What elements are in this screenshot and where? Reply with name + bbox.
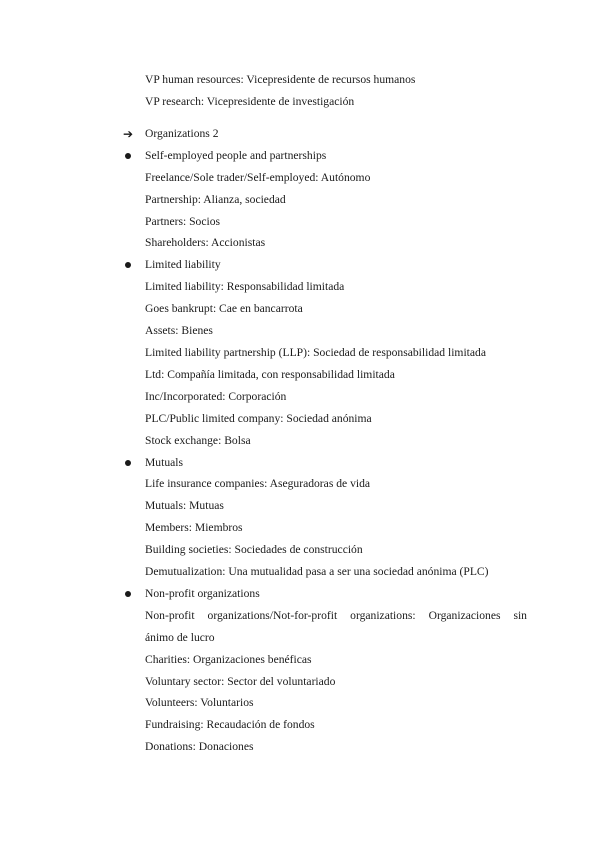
bullet-icon — [125, 460, 131, 466]
list-item: Fundraising: Recaudación de fondos — [145, 718, 315, 731]
list-heading: Mutuals — [145, 456, 184, 469]
bullet-icon — [125, 262, 131, 268]
list-heading: Limited liability — [145, 258, 221, 271]
word: organizations/Not-for-profit — [207, 609, 338, 622]
word: sin — [513, 609, 527, 622]
text-line: VP human resources: Vicepresidente de recursos humanos — [145, 73, 416, 86]
section-title: Organizations 2 — [145, 127, 219, 140]
list-item: Partners: Socios — [145, 215, 221, 228]
list-item-continuation: ánimo de lucro — [145, 631, 215, 644]
list-heading: Non-profit organizations — [145, 587, 260, 600]
bullet-icon — [125, 591, 131, 597]
justified-line — [145, 609, 527, 623]
list-item: Shareholders: Accionistas — [145, 236, 266, 249]
list-item: PLC/Public limited company: Sociedad anónima — [145, 412, 372, 425]
list-item: Voluntary sector: Sector del voluntariado — [145, 675, 336, 688]
list-item: Limited liability: Responsabilidad limitada — [145, 280, 345, 293]
list-item: Volunteers: Voluntarios — [145, 696, 254, 709]
list-item: Life insurance companies: Aseguradoras de vida — [145, 477, 371, 490]
list-item: Demutualization: Una mutualidad pasa a ser una sociedad anónima (PLC) — [145, 565, 489, 578]
list-item: Building societies: Sociedades de construcción — [145, 543, 363, 556]
list-item: Partnership: Alianza, sociedad — [145, 193, 286, 206]
list-item: Limited liability partnership (LLP): Sociedad de responsabilidad limitada — [145, 346, 486, 359]
list-item: Charities: Organizaciones benéficas — [145, 653, 312, 666]
bullet-icon — [125, 153, 131, 159]
list-item: Members: Miembros — [145, 521, 243, 534]
word: organizations: — [350, 609, 416, 622]
list-item: Stock exchange: Bolsa — [145, 434, 251, 447]
list-item: Freelance/Sole trader/Self-employed: Autónomo — [145, 171, 371, 184]
list-item: Inc/Incorporated: Corporación — [145, 390, 287, 403]
list-item: Ltd: Compañía limitada, con responsabilidad limitada — [145, 368, 395, 381]
list-heading: Self-employed people and partnerships — [145, 149, 327, 162]
list-item: Assets: Bienes — [145, 324, 213, 337]
arrow-right-icon: ➔ — [123, 127, 134, 141]
list-item: Donations: Donaciones — [145, 740, 254, 753]
text-line: VP research: Vicepresidente de investigación — [145, 95, 355, 108]
list-item: Goes bankrupt: Cae en bancarrota — [145, 302, 303, 315]
list-item: Mutuals: Mutuas — [145, 499, 224, 512]
word: Non-profit — [145, 609, 195, 622]
word: Organizaciones — [428, 609, 501, 622]
